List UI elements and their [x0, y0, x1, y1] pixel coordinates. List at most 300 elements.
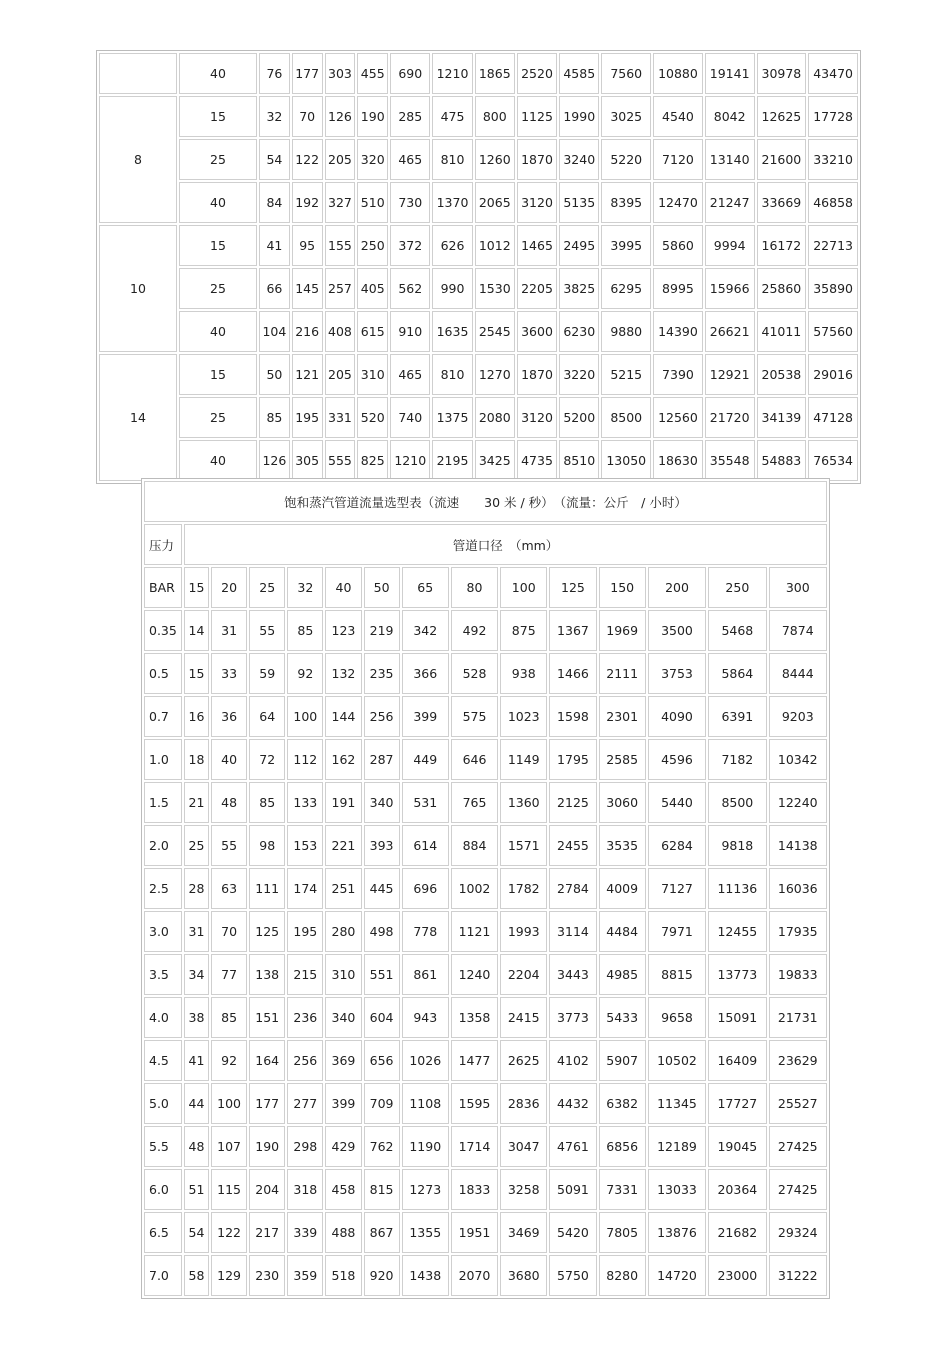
value-cell: 310 — [325, 954, 361, 995]
value-cell: 19045 — [708, 1126, 766, 1167]
table-title: 饱和蒸汽管道流量选型表（流速 30 米 / 秒） （流量：公斤 / 小时） — [144, 481, 827, 522]
value-cell: 34139 — [757, 397, 807, 438]
value-cell: 1125 — [517, 96, 557, 137]
value-cell: 310 — [357, 354, 388, 395]
value-cell: 230 — [249, 1255, 285, 1296]
value-cell: 98 — [249, 825, 285, 866]
value-cell: 520 — [357, 397, 388, 438]
table-row — [144, 1212, 827, 1253]
value-cell: 15091 — [708, 997, 766, 1038]
value-cell: 27425 — [769, 1169, 827, 1210]
table-row — [144, 1255, 827, 1296]
table-row — [99, 225, 858, 266]
value-cell: 1270 — [475, 354, 515, 395]
value-cell: 6391 — [708, 696, 766, 737]
value-cell: 1240 — [451, 954, 498, 995]
value-cell: 4540 — [653, 96, 703, 137]
value-cell: 1870 — [517, 354, 557, 395]
pressure-cell: 6.5 — [144, 1212, 182, 1253]
value-cell: 1355 — [402, 1212, 449, 1253]
table-row — [144, 1040, 827, 1081]
value-cell: 399 — [325, 1083, 361, 1124]
value-cell: 63 — [211, 868, 247, 909]
value-cell: 305 — [292, 440, 323, 481]
table-row — [144, 1083, 827, 1124]
value-cell: 778 — [402, 911, 449, 952]
value-cell: 14390 — [653, 311, 703, 352]
value-cell: 112 — [287, 739, 323, 780]
value-cell: 95 — [292, 225, 323, 266]
value-cell: 342 — [402, 610, 449, 651]
value-cell: 2836 — [500, 1083, 547, 1124]
value-cell: 29324 — [769, 1212, 827, 1253]
value-cell: 3120 — [517, 182, 557, 223]
diameter-header-cell: 125 — [549, 567, 596, 608]
value-cell: 3680 — [500, 1255, 547, 1296]
value-cell: 33210 — [808, 139, 858, 180]
value-cell: 1870 — [517, 139, 557, 180]
value-cell: 41011 — [757, 311, 807, 352]
value-cell: 408 — [325, 311, 356, 352]
value-cell: 2495 — [559, 225, 599, 266]
value-cell: 190 — [357, 96, 388, 137]
table-row — [99, 440, 858, 481]
value-cell: 1466 — [549, 653, 596, 694]
value-cell: 1002 — [451, 868, 498, 909]
value-cell: 3443 — [549, 954, 596, 995]
value-cell: 4735 — [517, 440, 557, 481]
value-cell: 1714 — [451, 1126, 498, 1167]
value-cell: 7560 — [601, 53, 651, 94]
value-cell: 7331 — [599, 1169, 646, 1210]
value-cell: 92 — [287, 653, 323, 694]
value-cell: 10342 — [769, 739, 827, 780]
value-cell: 41 — [259, 225, 290, 266]
table-row — [99, 268, 858, 309]
value-cell: 5091 — [549, 1169, 596, 1210]
value-cell: 861 — [402, 954, 449, 995]
value-cell: 5200 — [559, 397, 599, 438]
value-cell: 4761 — [549, 1126, 596, 1167]
value-cell: 33 — [211, 653, 247, 694]
value-cell: 9818 — [708, 825, 766, 866]
flow-table-upper — [96, 50, 861, 484]
value-cell: 1595 — [451, 1083, 498, 1124]
value-cell: 5433 — [599, 997, 646, 1038]
table-row — [99, 354, 858, 395]
value-cell: 204 — [249, 1169, 285, 1210]
value-cell: 192 — [292, 182, 323, 223]
value-cell: 1273 — [402, 1169, 449, 1210]
value-cell: 875 — [500, 610, 547, 651]
value-cell: 14 — [184, 610, 209, 651]
value-cell: 492 — [451, 610, 498, 651]
value-cell: 3995 — [601, 225, 651, 266]
value-cell: 2520 — [517, 53, 557, 94]
value-cell: 5135 — [559, 182, 599, 223]
value-cell: 518 — [325, 1255, 361, 1296]
diameter-header-cell: 65 — [402, 567, 449, 608]
value-cell: 1026 — [402, 1040, 449, 1081]
value-cell: 16 — [184, 696, 209, 737]
value-cell: 6382 — [599, 1083, 646, 1124]
value-cell: 13773 — [708, 954, 766, 995]
value-cell: 17727 — [708, 1083, 766, 1124]
value-cell: 7805 — [599, 1212, 646, 1253]
value-cell: 1833 — [451, 1169, 498, 1210]
diameter-header-cell: 200 — [648, 567, 706, 608]
value-cell: 31222 — [769, 1255, 827, 1296]
value-cell: 12560 — [653, 397, 703, 438]
value-cell: 76 — [259, 53, 290, 94]
value-cell: 57560 — [808, 311, 858, 352]
diameter-header-cell: 40 — [325, 567, 361, 608]
value-cell: 221 — [325, 825, 361, 866]
value-cell: 133 — [287, 782, 323, 823]
value-cell: 3258 — [500, 1169, 547, 1210]
value-cell: 3600 — [517, 311, 557, 352]
value-cell: 1969 — [599, 610, 646, 651]
diameter-header-cell: 15 — [184, 567, 209, 608]
value-cell: 23629 — [769, 1040, 827, 1081]
value-cell: 25527 — [769, 1083, 827, 1124]
value-cell: 12625 — [757, 96, 807, 137]
value-cell: 23000 — [708, 1255, 766, 1296]
pressure-cell: 0.35 — [144, 610, 182, 651]
value-cell: 64 — [249, 696, 285, 737]
value-cell: 138 — [249, 954, 285, 995]
value-cell: 825 — [357, 440, 388, 481]
value-cell: 85 — [249, 782, 285, 823]
value-cell: 303 — [325, 53, 356, 94]
value-cell: 10880 — [653, 53, 703, 94]
value-cell: 615 — [357, 311, 388, 352]
speed-cell: 25 — [179, 139, 257, 180]
value-cell: 2195 — [432, 440, 472, 481]
value-cell: 13033 — [648, 1169, 706, 1210]
value-cell: 3469 — [500, 1212, 547, 1253]
pressure-cell: 1.5 — [144, 782, 182, 823]
value-cell: 1635 — [432, 311, 472, 352]
value-cell: 4432 — [549, 1083, 596, 1124]
pressure-label: 压力 — [144, 524, 182, 565]
value-cell: 177 — [249, 1083, 285, 1124]
value-cell: 177 — [292, 53, 323, 94]
table-row — [144, 610, 827, 651]
value-cell: 5440 — [648, 782, 706, 823]
value-cell: 151 — [249, 997, 285, 1038]
value-cell: 1465 — [517, 225, 557, 266]
value-cell: 16409 — [708, 1040, 766, 1081]
value-cell: 77 — [211, 954, 247, 995]
value-cell: 100 — [287, 696, 323, 737]
value-cell: 656 — [364, 1040, 400, 1081]
value-cell: 1530 — [475, 268, 515, 309]
value-cell: 449 — [402, 739, 449, 780]
value-cell: 696 — [402, 868, 449, 909]
value-cell: 66 — [259, 268, 290, 309]
value-cell: 195 — [292, 397, 323, 438]
value-cell: 6284 — [648, 825, 706, 866]
diameter-header-cell: 300 — [769, 567, 827, 608]
pressure-cell: 3.5 — [144, 954, 182, 995]
value-cell: 1260 — [475, 139, 515, 180]
value-cell: 123 — [325, 610, 361, 651]
value-cell: 359 — [287, 1255, 323, 1296]
value-cell: 465 — [390, 139, 430, 180]
value-cell: 3425 — [475, 440, 515, 481]
value-cell: 21600 — [757, 139, 807, 180]
diameter-header-cell: 150 — [599, 567, 646, 608]
value-cell: 2065 — [475, 182, 515, 223]
value-cell: 498 — [364, 911, 400, 952]
value-cell: 405 — [357, 268, 388, 309]
diameter-header-cell: 80 — [451, 567, 498, 608]
value-cell: 3220 — [559, 354, 599, 395]
pressure-cell: 7.0 — [144, 1255, 182, 1296]
pressure-cell: 4.5 — [144, 1040, 182, 1081]
value-cell: 8444 — [769, 653, 827, 694]
value-cell: 19833 — [769, 954, 827, 995]
value-cell: 369 — [325, 1040, 361, 1081]
value-cell: 884 — [451, 825, 498, 866]
value-cell: 465 — [390, 354, 430, 395]
value-cell: 84 — [259, 182, 290, 223]
table-row — [99, 53, 858, 94]
value-cell: 20538 — [757, 354, 807, 395]
value-cell: 54 — [184, 1212, 209, 1253]
value-cell: 14138 — [769, 825, 827, 866]
value-cell: 2415 — [500, 997, 547, 1038]
value-cell: 48 — [184, 1126, 209, 1167]
value-cell: 287 — [364, 739, 400, 780]
value-cell: 510 — [357, 182, 388, 223]
value-cell: 2204 — [500, 954, 547, 995]
value-cell: 162 — [325, 739, 361, 780]
value-cell: 1210 — [432, 53, 472, 94]
value-cell: 17728 — [808, 96, 858, 137]
value-cell: 3535 — [599, 825, 646, 866]
diameter-header-cell: 50 — [364, 567, 400, 608]
value-cell: 59 — [249, 653, 285, 694]
value-cell: 4585 — [559, 53, 599, 94]
value-cell: 6856 — [599, 1126, 646, 1167]
value-cell: 47128 — [808, 397, 858, 438]
value-cell: 122 — [211, 1212, 247, 1253]
value-cell: 115 — [211, 1169, 247, 1210]
value-cell: 236 — [287, 997, 323, 1038]
value-cell: 5468 — [708, 610, 766, 651]
value-cell: 144 — [325, 696, 361, 737]
value-cell: 5860 — [653, 225, 703, 266]
value-cell: 19141 — [705, 53, 755, 94]
pressure-cell: 5.0 — [144, 1083, 182, 1124]
value-cell: 18 — [184, 739, 209, 780]
value-cell: 528 — [451, 653, 498, 694]
value-cell: 3500 — [648, 610, 706, 651]
value-cell: 762 — [364, 1126, 400, 1167]
value-cell: 800 — [475, 96, 515, 137]
pressure-cell: 0.7 — [144, 696, 182, 737]
value-cell: 256 — [287, 1040, 323, 1081]
table-row — [144, 825, 827, 866]
value-cell: 8395 — [601, 182, 651, 223]
diameter-header-cell: 32 — [287, 567, 323, 608]
value-cell: 5750 — [549, 1255, 596, 1296]
value-cell: 85 — [259, 397, 290, 438]
value-cell: 5220 — [601, 139, 651, 180]
value-cell: 562 — [390, 268, 430, 309]
value-cell: 21731 — [769, 997, 827, 1038]
value-cell: 1782 — [500, 868, 547, 909]
pressure-cell: 0.5 — [144, 653, 182, 694]
value-cell: 9880 — [601, 311, 651, 352]
value-cell: 2301 — [599, 696, 646, 737]
value-cell: 29016 — [808, 354, 858, 395]
value-cell: 531 — [402, 782, 449, 823]
value-cell: 551 — [364, 954, 400, 995]
speed-cell: 40 — [179, 440, 257, 481]
value-cell: 3114 — [549, 911, 596, 952]
value-cell: 205 — [325, 139, 356, 180]
value-cell: 2455 — [549, 825, 596, 866]
pressure-cell: 6.0 — [144, 1169, 182, 1210]
value-cell: 1477 — [451, 1040, 498, 1081]
value-cell: 16172 — [757, 225, 807, 266]
value-cell: 35890 — [808, 268, 858, 309]
pressure-cell: 4.0 — [144, 997, 182, 1038]
value-cell: 765 — [451, 782, 498, 823]
value-cell: 129 — [211, 1255, 247, 1296]
value-cell: 331 — [325, 397, 356, 438]
value-cell: 1190 — [402, 1126, 449, 1167]
value-cell: 12455 — [708, 911, 766, 952]
value-cell: 690 — [390, 53, 430, 94]
table-row — [144, 653, 827, 694]
pressure-cell: 3.0 — [144, 911, 182, 952]
value-cell: 85 — [287, 610, 323, 651]
value-cell: 867 — [364, 1212, 400, 1253]
value-cell: 31 — [184, 911, 209, 952]
value-cell: 54 — [259, 139, 290, 180]
value-cell: 40 — [211, 739, 247, 780]
value-cell: 6295 — [601, 268, 651, 309]
value-cell: 3240 — [559, 139, 599, 180]
value-cell: 38 — [184, 997, 209, 1038]
value-cell: 85 — [211, 997, 247, 1038]
pressure-cell: 5.5 — [144, 1126, 182, 1167]
pipe-diameter-label: 管道口径 （mm） — [184, 524, 827, 565]
value-cell: 3753 — [648, 653, 706, 694]
value-cell: 215 — [287, 954, 323, 995]
value-cell: 92 — [211, 1040, 247, 1081]
value-cell: 2545 — [475, 311, 515, 352]
value-cell: 8042 — [705, 96, 755, 137]
value-cell: 2070 — [451, 1255, 498, 1296]
value-cell: 72 — [249, 739, 285, 780]
value-cell: 1993 — [500, 911, 547, 952]
value-cell: 1951 — [451, 1212, 498, 1253]
value-cell: 318 — [287, 1169, 323, 1210]
table-row — [144, 911, 827, 952]
speed-cell: 40 — [179, 311, 257, 352]
value-cell: 13876 — [648, 1212, 706, 1253]
table-row — [144, 997, 827, 1038]
table-row — [99, 311, 858, 352]
value-cell: 1358 — [451, 997, 498, 1038]
value-cell: 70 — [292, 96, 323, 137]
value-cell: 445 — [364, 868, 400, 909]
value-cell: 31 — [211, 610, 247, 651]
value-cell: 1121 — [451, 911, 498, 952]
value-cell: 9994 — [705, 225, 755, 266]
value-cell: 614 — [402, 825, 449, 866]
value-cell: 9658 — [648, 997, 706, 1038]
diameter-header-cell: 100 — [500, 567, 547, 608]
table-row — [144, 696, 827, 737]
value-cell: 298 — [287, 1126, 323, 1167]
value-cell: 22713 — [808, 225, 858, 266]
value-cell: 12189 — [648, 1126, 706, 1167]
value-cell: 399 — [402, 696, 449, 737]
value-cell: 174 — [287, 868, 323, 909]
value-cell: 8500 — [601, 397, 651, 438]
value-cell: 11345 — [648, 1083, 706, 1124]
value-cell: 393 — [364, 825, 400, 866]
value-cell: 604 — [364, 997, 400, 1038]
value-cell: 153 — [287, 825, 323, 866]
value-cell: 44 — [184, 1083, 209, 1124]
value-cell: 36 — [211, 696, 247, 737]
value-cell: 1598 — [549, 696, 596, 737]
value-cell: 5420 — [549, 1212, 596, 1253]
value-cell: 21 — [184, 782, 209, 823]
value-cell: 126 — [259, 440, 290, 481]
value-cell: 35548 — [705, 440, 755, 481]
value-cell: 5864 — [708, 653, 766, 694]
value-cell: 51 — [184, 1169, 209, 1210]
value-cell: 25 — [184, 825, 209, 866]
value-cell: 55 — [249, 610, 285, 651]
value-cell: 125 — [249, 911, 285, 952]
table-row — [144, 1169, 827, 1210]
speed-cell: 15 — [179, 96, 257, 137]
value-cell: 216 — [292, 311, 323, 352]
value-cell: 48 — [211, 782, 247, 823]
value-cell: 9203 — [769, 696, 827, 737]
value-cell: 475 — [432, 96, 472, 137]
value-cell: 938 — [500, 653, 547, 694]
value-cell: 32 — [259, 96, 290, 137]
value-cell: 54883 — [757, 440, 807, 481]
pressure-cell: 2.0 — [144, 825, 182, 866]
value-cell: 810 — [432, 139, 472, 180]
value-cell: 27425 — [769, 1126, 827, 1167]
value-cell: 2625 — [500, 1040, 547, 1081]
speed-cell: 15 — [179, 354, 257, 395]
value-cell: 4009 — [599, 868, 646, 909]
table-row — [144, 1126, 827, 1167]
steam-flow-table — [141, 478, 830, 1299]
value-cell: 3025 — [601, 96, 651, 137]
value-cell: 2125 — [549, 782, 596, 823]
value-cell: 1012 — [475, 225, 515, 266]
pressure-cell: 1.0 — [144, 739, 182, 780]
pressure-cell: 2.5 — [144, 868, 182, 909]
value-cell: 12240 — [769, 782, 827, 823]
value-cell: 26621 — [705, 311, 755, 352]
value-cell: 340 — [325, 997, 361, 1038]
